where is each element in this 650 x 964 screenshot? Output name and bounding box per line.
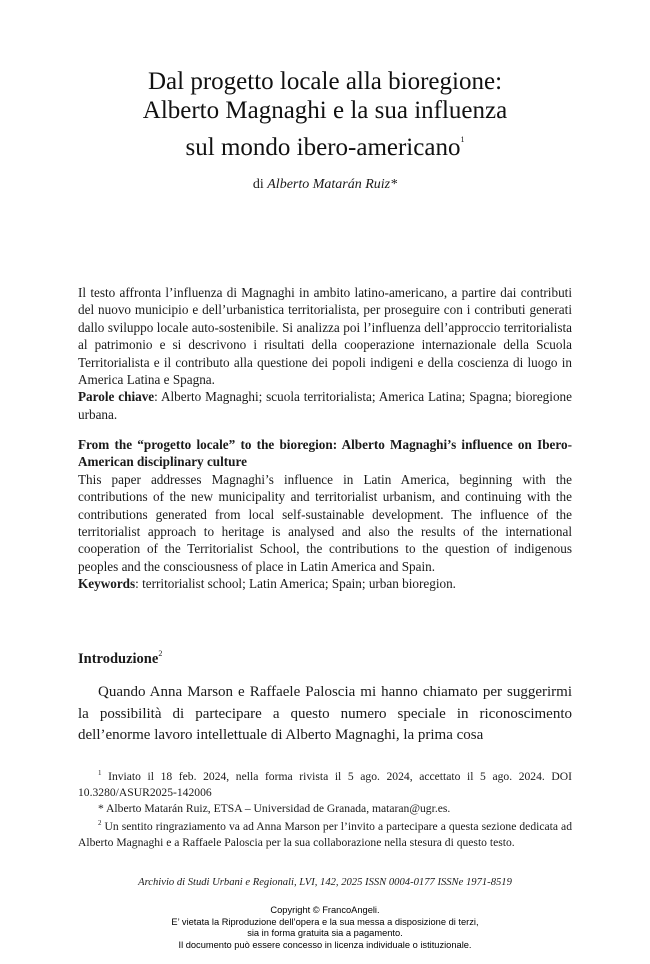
copyright-notice xyxy=(60,905,590,951)
title-line-2: Alberto Magnaghi e la sua influenza xyxy=(142,97,508,124)
section-heading-text: Introduzione xyxy=(78,651,159,667)
title-line-3-text: sul mondo ibero-americano xyxy=(185,134,461,161)
abstract-english xyxy=(78,436,572,593)
journal-citation: Archivio di Studi Urbani e Regionali, LVI, 142, 2025 ISSN 0004-0177 ISSNe 1971-8519 xyxy=(138,877,512,888)
keywords-label-it: Parole chiave xyxy=(78,389,155,405)
footnote-2 xyxy=(78,816,572,851)
abstract-en-keywords xyxy=(78,575,572,592)
abstract-italian xyxy=(78,284,572,423)
article-title xyxy=(60,67,590,162)
section-heading xyxy=(78,645,162,668)
footnote-author-text: * Alberto Matarán Ruiz, ETSA – Universidad de Granada, mataran@ugr.es. xyxy=(98,801,451,815)
body-paragraph xyxy=(78,682,572,747)
footnote-1-mark: 1 xyxy=(98,769,102,777)
copyright-line-4: Il documento può essere concesso in licenza individuale o istituzionale. xyxy=(178,939,472,950)
title-line-3 xyxy=(60,125,590,162)
keywords-label-en: Keywords xyxy=(78,576,136,592)
footnote-2-mark: 2 xyxy=(98,819,102,828)
abstract-it-text: Il testo affronta l’influenza di Magnaghi in ambito latino-americano, a partire dai contributi del nuovo municipio e dell’urbanistica territorialista, per proseguire con i contributi generati dallo sviluppo locale auto-sostenibile. Si analizza poi l’influenza dell’approccio territorialista al patrimonio e si descrivono i risultati della cooperazione internazionale della Scuola Territorialista e il contributo alla questione dei popoli indigeni e della coscienza di luogo in America Latina e Spagna. xyxy=(78,285,572,388)
body-paragraph-text: Quando Anna Marson e Raffaele Paloscia mi hanno chiamato per suggerirmi la possibilità di partecipare a questo numero speciale in riconoscimento dell’enorme lavoro intellettuale di Alberto Magnaghi, la prima cosa xyxy=(78,684,572,743)
section-footnote-mark: 2 xyxy=(158,649,163,658)
title-line-1: Dal progetto locale alla bioregione: xyxy=(147,68,503,95)
copyright-line-1: Copyright © FrancoAngeli. xyxy=(270,905,380,915)
footnote-2-text: Un sentito ringraziamento va ad Anna Marson per l’invito a partecipare a questa sezione dedicata ad Alberto Magnaghi e a Raffaele Paloscia per la sua collaborazione nella stesura di questo testo. xyxy=(78,820,572,850)
copyright-line-3: sia in forma gratuita sia a pagamento. xyxy=(247,928,403,939)
footnote-author xyxy=(78,801,572,817)
author-prefix: di xyxy=(252,177,264,192)
abstract-en-title: From the “progetto locale” to the bioregion: Alberto Magnaghi’s influence on Ibero-American disciplinary culture xyxy=(78,437,572,470)
keywords-it: : Alberto Magnaghi; scuola territorialista; America Latina; Spagna; bioregione urbana. xyxy=(78,389,572,422)
abstract-it-keywords xyxy=(78,388,572,423)
footnote-1 xyxy=(78,766,572,801)
author-name: Alberto Matarán Ruiz* xyxy=(267,177,398,192)
footnotes xyxy=(78,766,572,851)
title-footnote-mark: 1 xyxy=(460,135,465,144)
keywords-en: : territorialist school; Latin America; Spain; urban bioregion. xyxy=(135,576,456,592)
copyright-line-2: E’ vietata la Riproduzione dell’opera e la sua messa a disposizione di terzi, xyxy=(171,916,479,927)
author-line xyxy=(60,176,590,194)
abstract-en-text: This paper addresses Magnaghi’s influence in Latin America, beginning with the contributions of the new municipality and territorialist urbanism, and continuing with the contributions generated from local self-sustainable development. The influence of the territorialist approach to heritage is analysed and also the results of the international cooperation of the Territorialist School, the contributions to the question of indigenous peoples and the consciousness of place in Latin America and Spain. xyxy=(78,471,572,574)
footnote-1-text: Inviato il 18 feb. 2024, nella forma rivista il 5 ago. 2024, accettato il 5 ago. 2024. DOI 10.3280/ASUR2025-142006 xyxy=(78,770,572,799)
